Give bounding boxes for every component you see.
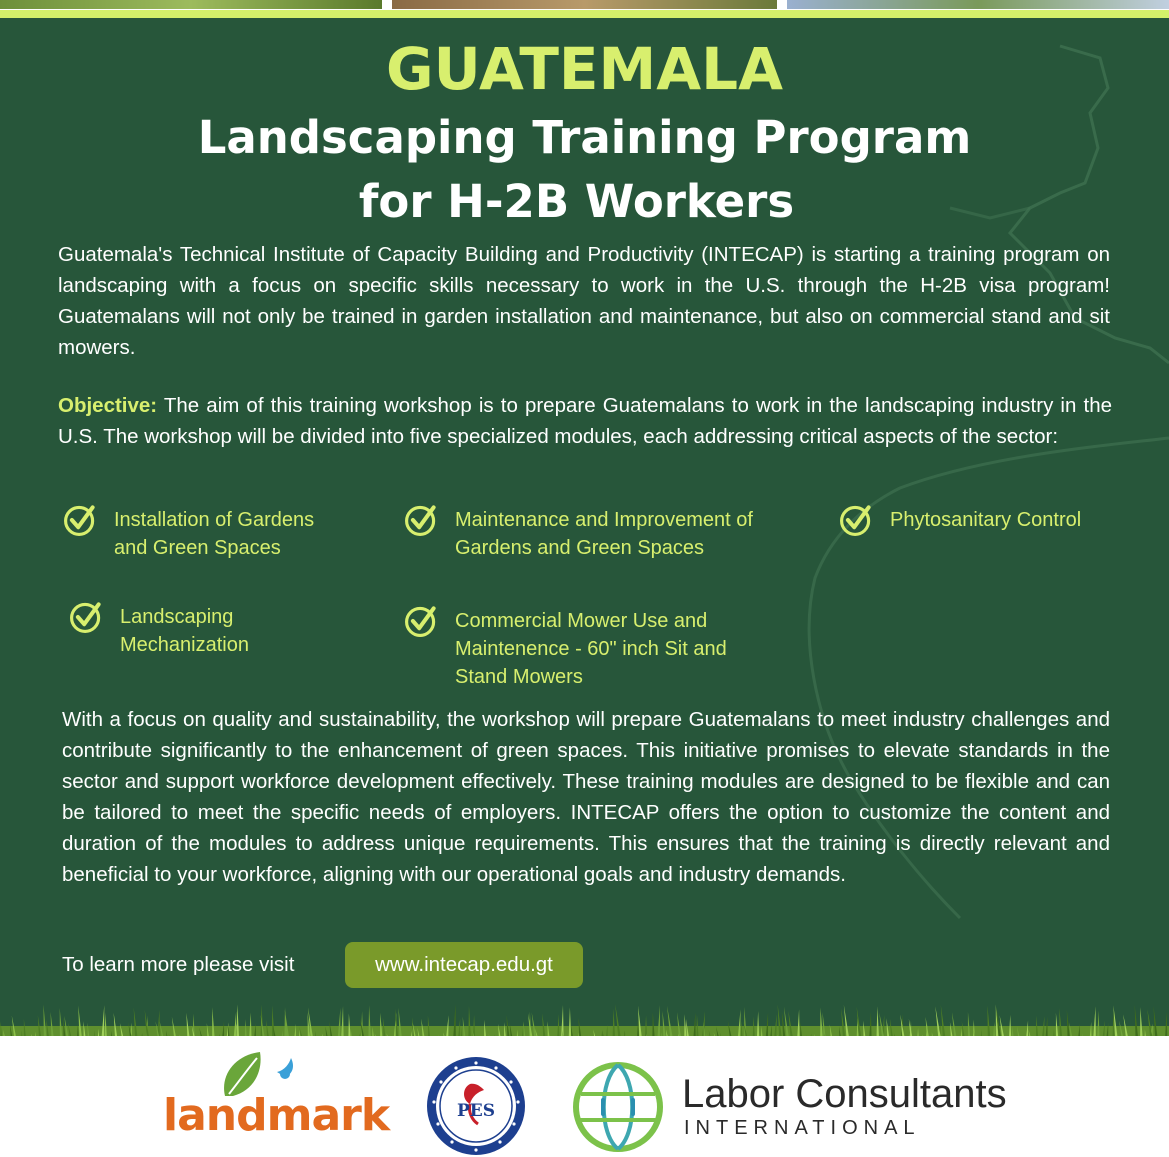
module-item <box>68 603 298 659</box>
lci-name: Labor Consultants <box>682 1072 1007 1116</box>
closing-paragraph: With a focus on quality and sustainability, the workshop will prepare Guatemalans to meet industry challenges and contribute significantly to the enhancement of green spaces. This initiative promises to elevate standards in the sector and support workforce development effectively. These training modules are designed to be flexible and can be tailored to meet the specific needs of employers. INTECAP offers the option to customize the content and duration of the modules to address unique requirements. This ensures that the training is directly relevant and beneficial to your workforce, aligning with our operational goals and industry demands. <box>62 708 1110 886</box>
main-panel <box>0 18 1169 1036</box>
lci-subtitle: INTERNATIONAL <box>684 1117 921 1139</box>
module-item <box>62 506 352 562</box>
globe-icon <box>571 1060 665 1154</box>
visit-text: To learn more please visit <box>62 953 295 976</box>
check-circle-icon <box>403 603 439 639</box>
footer-logos <box>0 1036 1169 1157</box>
photo-garden <box>0 0 382 9</box>
website-link[interactable]: www.intecap.edu.gt <box>345 942 583 988</box>
top-photo-strip <box>0 0 1169 18</box>
module-label: Maintenance and Improvement of Gardens and Green Spaces <box>455 509 753 559</box>
module-item <box>403 506 783 562</box>
title-line-1: Landscaping Training Program <box>197 111 972 164</box>
module-label: Phytosanitary Control <box>890 509 1082 531</box>
pes-label: PES <box>456 1101 496 1121</box>
objective-text: The aim of this training workshop is to prepare Guatemalans to work in the landscaping industry in the U.S. The workshop will be divided into five specialized modules, each addressing critical aspects of the sector: <box>58 394 1112 448</box>
check-circle-icon <box>68 599 104 635</box>
title-line-2: for H-2B Workers <box>358 175 795 228</box>
objective-paragraph <box>58 390 1112 452</box>
module-label: Installation of Gardens and Green Spaces <box>114 509 315 559</box>
check-circle-icon <box>838 502 874 538</box>
objective-label: Objective: <box>58 394 158 417</box>
landmark-logo <box>163 1050 388 1142</box>
module-item <box>403 607 753 691</box>
intro-paragraph: Guatemala's Technical Institute of Capacity Building and Productivity (INTECAP) is starting a training program on landscaping with a focus on specific skills necessary to work in the U.S. through the H-2B visa program! Guatemalans will not only be trained in garden installation and maintenance, but also on commercial stand and sit mowers. <box>58 243 1110 359</box>
photo-landscape <box>392 0 777 9</box>
module-label: Commercial Mower Use and Maintenence - 60" inch Sit and Stand Mowers <box>455 610 727 688</box>
accent-bar <box>0 10 1169 18</box>
module-label: Landscaping Mechanization <box>120 606 249 656</box>
title-country: GUATEMALA <box>386 35 783 103</box>
photo-flowers <box>787 0 1169 9</box>
check-circle-icon <box>403 502 439 538</box>
pes-seal <box>426 1056 530 1157</box>
landmark-wordmark: landmark <box>163 1090 390 1141</box>
check-circle-icon <box>62 502 98 538</box>
module-item <box>838 506 1138 538</box>
